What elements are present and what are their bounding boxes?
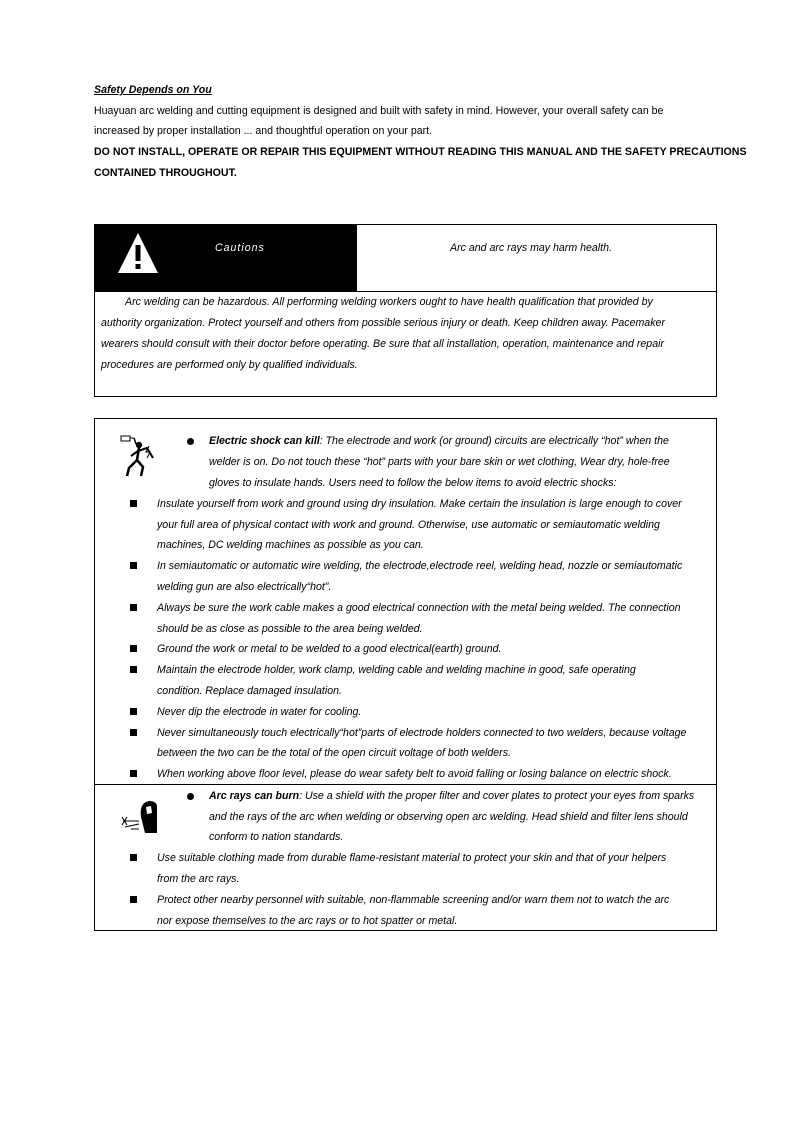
shock-item-line: Insulate yourself from work and ground using dry insulation. Make certain the insulation is large enough to cover bbox=[157, 498, 682, 510]
caution-divider bbox=[95, 291, 716, 292]
bullet-square bbox=[130, 562, 137, 569]
arc-item-line: Protect other nearby personnel with suitable, non-flammable screening and/or warn them not to watch the arc bbox=[157, 894, 670, 906]
arc-item-line: Use suitable clothing made from durable flame-resistant material to protect your skin and that of your helpers bbox=[157, 852, 667, 864]
shock-item-line: should be as close as possible to the area being welded. bbox=[157, 623, 423, 635]
bullet-square bbox=[130, 666, 137, 673]
arc-lead-text: : Use a shield with the proper filter and cover plates to protect your eyes from sparks bbox=[299, 790, 695, 802]
caution-paragraph-line: procedures are performed only by qualified individuals. bbox=[101, 359, 358, 371]
safety-precautions-box bbox=[94, 418, 717, 931]
bullet-dot bbox=[187, 793, 194, 800]
shock-item-line: Always be sure the work cable makes a good electrical connection with the metal being welded. The connection bbox=[157, 602, 681, 614]
caution-paragraph-line: authority organization. Protect yourself and others from possible serious injury or death. Keep children away. Pacemaker bbox=[101, 317, 665, 329]
page-heading: Safety Depends on You bbox=[94, 84, 212, 96]
caution-paragraph-line: Arc welding can be hazardous. All performing welding workers ought to have health qualification that provided by bbox=[125, 296, 653, 308]
bullet-square bbox=[130, 854, 137, 861]
bullet-dot bbox=[187, 438, 194, 445]
shock-item-line: In semiautomatic or automatic wire welding, the electrode,electrode reel, welding head, nozzle or semiautomatic bbox=[157, 560, 683, 572]
shock-lead-line: welder is on. Do not touch these “hot” parts with your bare skin or wet clothing, Wear dry, hole-free bbox=[209, 456, 670, 468]
shock-lead-line: gloves to insulate hands. Users need to follow the below items to avoid electric shocks: bbox=[209, 477, 617, 489]
caution-box bbox=[94, 224, 717, 397]
arc-lead-line: and the rays of the arc when welding or observing open arc welding. Head shield and filter lens should bbox=[209, 811, 688, 823]
shock-item-line: machines, DC welding machines as possible as you can. bbox=[157, 539, 424, 551]
arc-lead-line bbox=[209, 789, 694, 803]
shock-title: Electric shock can kill bbox=[209, 435, 320, 447]
shock-item-line: condition. Replace damaged insulation. bbox=[157, 685, 342, 697]
section-divider bbox=[95, 784, 716, 785]
shock-item-line: Ground the work or metal to be welded to a good electrical(earth) ground. bbox=[157, 643, 502, 655]
shock-item-line: welding gun are also electrically“hot”. bbox=[157, 581, 332, 593]
caution-header-panel bbox=[95, 225, 356, 291]
shock-item-line: Maintain the electrode holder, work clamp, welding cable and welding machine in good, safe operating bbox=[157, 664, 636, 676]
intro-line: increased by proper installation ... and thoughtful operation on your part. bbox=[94, 125, 433, 137]
arc-item-line: from the arc rays. bbox=[157, 873, 240, 885]
shock-item-line: When working above floor level, please do wear safety belt to avoid falling or losing balance on electric shock. bbox=[157, 768, 672, 780]
intro-line: Huayuan arc welding and cutting equipment is designed and built with safety in mind. However, your overall safety can be bbox=[94, 105, 664, 117]
bullet-square bbox=[130, 500, 137, 507]
bullet-square bbox=[130, 729, 137, 736]
caution-label: Cautions bbox=[215, 242, 265, 254]
arc-rays-icon bbox=[119, 797, 163, 837]
arc-title: Arc rays can burn bbox=[209, 790, 300, 802]
arc-lead-line: conform to nation standards. bbox=[209, 831, 344, 843]
bullet-square bbox=[130, 896, 137, 903]
bullet-square bbox=[130, 645, 137, 652]
bullet-square bbox=[130, 708, 137, 715]
shock-item-line: between the two can be the total of the open circuit voltage of both welders. bbox=[157, 747, 511, 759]
warning-line: DO NOT INSTALL, OPERATE OR REPAIR THIS EQUIPMENT WITHOUT READING THIS MANUAL AND THE SAFETY PRECAUTIONS bbox=[94, 146, 747, 158]
shock-lead-line bbox=[209, 434, 669, 448]
warning-triangle-icon bbox=[116, 231, 160, 275]
bullet-square bbox=[130, 604, 137, 611]
caution-divider bbox=[356, 225, 357, 291]
shock-item-line: Never dip the electrode in water for cooling. bbox=[157, 706, 362, 718]
shock-lead-text: : The electrode and work (or ground) circuits are electrically “hot” when the bbox=[319, 435, 669, 447]
arc-item-line: nor expose themselves to the arc rays or to hot spatter or metal. bbox=[157, 915, 458, 927]
shock-item-line: Never simultaneously touch electrically“hot”parts of electrode holders connected to two welders, because voltage bbox=[157, 727, 687, 739]
electric-shock-icon bbox=[119, 434, 157, 482]
bullet-square bbox=[130, 770, 137, 777]
caution-note: Arc and arc rays may harm health. bbox=[450, 242, 612, 254]
shock-item-line: your full area of physical contact with work and ground. Otherwise, use automatic or semiautomatic welding bbox=[157, 519, 660, 531]
caution-paragraph-line: wearers should consult with their doctor before operating. Be sure that all installation, operation, maintenance and repair bbox=[101, 338, 664, 350]
warning-line: CONTAINED THROUGHOUT. bbox=[94, 167, 237, 179]
